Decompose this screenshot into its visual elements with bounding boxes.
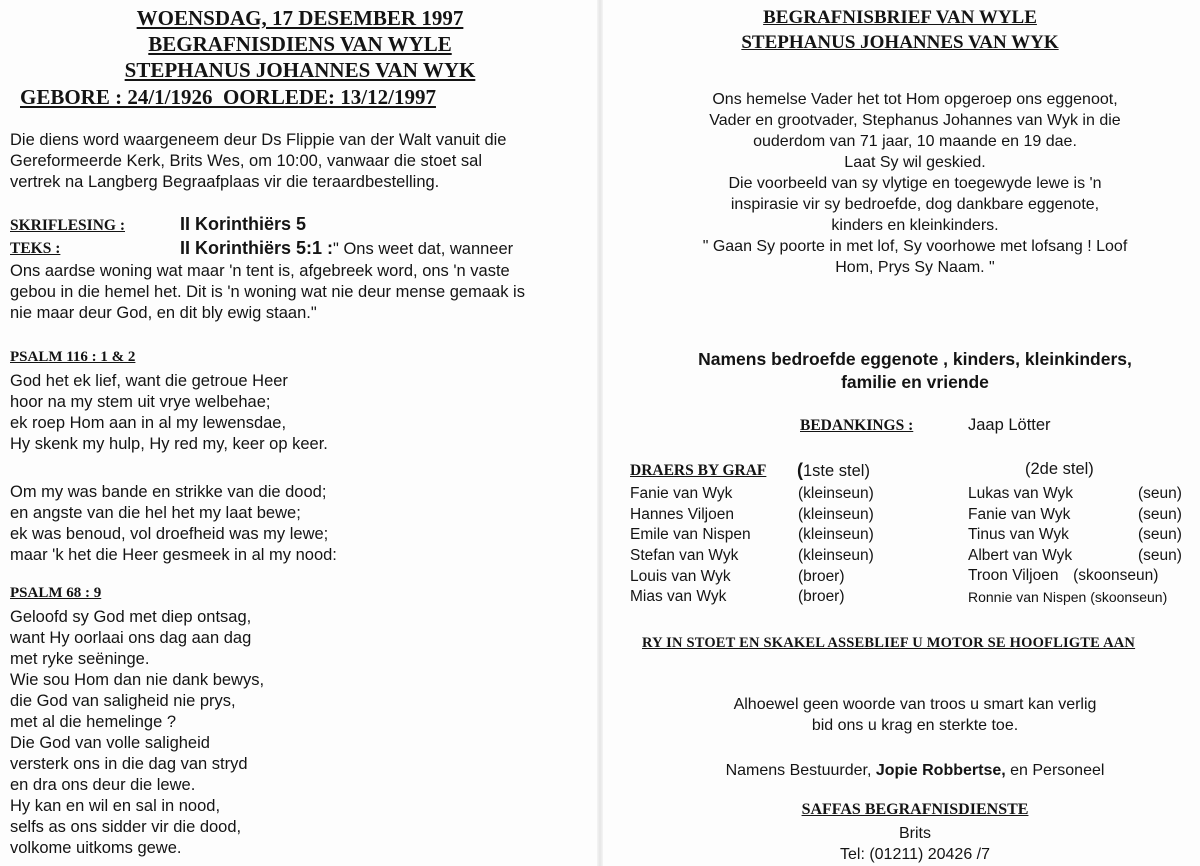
pallbearer-relation: (kleinseun) xyxy=(798,547,874,565)
psalm-68-title: PSALM 68 : 9 xyxy=(10,585,102,601)
bedankings-name: Jaap Lötter xyxy=(968,416,1051,434)
pallbearer-relation: (skoonseun) xyxy=(1073,567,1159,584)
pallbearer-relation: (broer) xyxy=(798,567,845,585)
verse-line: versterk ons in die dag van stryd xyxy=(10,755,248,773)
service-date-heading: WOENSDAG, 17 DESEMBER 1997 xyxy=(136,6,464,30)
company-phone: Tel: (01211) 20426 /7 xyxy=(839,846,991,863)
verse-line: ek roep Hom aan in al my lewensdae, xyxy=(10,414,287,432)
teks-line: nie maar deur God, en dit bly ewig staan." xyxy=(10,304,317,322)
verse-line: Wie sou Hom dan nie dank bewys, xyxy=(10,671,265,689)
verse-line: Hy skenk my hulp, Hy red my, keer op keer. xyxy=(10,435,328,453)
pallbearer-name: Hannes Viljoen xyxy=(630,505,734,523)
set-2-title: (2de stel) xyxy=(1025,460,1094,478)
verse-line: ek was benoud, vol droefheid was my lewe; xyxy=(10,525,329,543)
verse-line: met ryke seëninge. xyxy=(10,650,150,668)
pallbearer-row xyxy=(968,589,1167,605)
behalf-line: Namens bedroefde eggenote , kinders, kleinkinders, xyxy=(698,349,1132,369)
intro-line: Gereformeerde Kerk, Brits Wes, om 10:00, vanwaar die stoet sal xyxy=(10,152,482,170)
psalm-68-verse xyxy=(10,607,264,859)
pallbearer-row xyxy=(968,567,1158,585)
teks-line: Ons aardse woning wat maar 'n tent is, afgebreek word, ons 'n vaste xyxy=(10,262,510,280)
verse-line: en angste van die hel het my laat bewe; xyxy=(10,504,301,522)
tribute-text xyxy=(620,89,1200,278)
pallbearer-name: Fanie van Wyk xyxy=(968,505,1071,523)
company-name: SAFFAS BEGRAFNISDIENSTE xyxy=(801,801,1029,818)
verse-line: Die God van volle saligheid xyxy=(10,734,210,752)
headlights-notice: RY IN STOET EN SKAKEL ASSEBLIEF U MOTOR SE HOOFLIGTE AAN xyxy=(642,635,1136,651)
teks-reference: II Korinthiërs 5:1 : xyxy=(180,238,334,258)
verse-line: met al die hemelinge ? xyxy=(10,713,177,731)
verse-line: volkome uitkoms gewe. xyxy=(10,839,182,857)
pallbearer-relation: (broer) xyxy=(798,588,845,606)
pallbearers-set-1-relations xyxy=(798,484,874,608)
tribute-line: kinders en kleinkinders. xyxy=(831,217,999,234)
pallbearers-set-2-names xyxy=(968,484,1073,567)
letter-name-heading: STEPHANUS JOHANNES VAN WYK xyxy=(741,32,1059,53)
psalm-116-title: PSALM 116 : 1 & 2 xyxy=(10,349,136,365)
right-page xyxy=(600,0,1200,866)
director-line xyxy=(620,760,1200,781)
birth-death-dates-heading: GEBORE : 24/1/1926 OORLEDE: 13/12/1997 xyxy=(20,85,436,109)
pallbearer-relation: (seun) xyxy=(1138,485,1182,502)
verse-line: die God van saligheid nie prys, xyxy=(10,692,236,710)
letter-title-heading: BEGRAFNISBRIEF VAN WYLE xyxy=(763,7,1037,28)
pallbearer-name: Fanie van Wyk xyxy=(630,485,733,502)
teks-quote xyxy=(10,261,525,324)
verse-line: Om my was bande en strikke van die dood; xyxy=(10,483,327,501)
consolation-text xyxy=(620,694,1200,736)
pallbearer-relation: (kleinseun) xyxy=(798,505,874,523)
pallbearer-relation: (seun) xyxy=(1138,526,1182,544)
company-town: Brits xyxy=(899,825,931,842)
teks-quote-start: " Ons weet dat, wanneer xyxy=(333,240,514,258)
pallbearer-name: Troon Viljoen xyxy=(968,567,1059,584)
pallbearer-name: Emile van Nispen xyxy=(630,526,751,544)
teks-label: TEKS : xyxy=(10,240,61,257)
consolation-line: Alhoewel geen woorde van troos u smart kan verlig xyxy=(733,696,1097,713)
service-title-heading: BEGRAFNISDIENS VAN WYLE xyxy=(148,32,452,56)
pallbearer-relation: (seun) xyxy=(1138,505,1182,523)
pallbearer-relation: (seun) xyxy=(1138,547,1182,565)
director-prefix: Namens Bestuurder, xyxy=(725,762,872,779)
skriflesing-reference: II Korinthiërs 5 xyxy=(180,214,307,234)
psalm-116-stanza-2 xyxy=(10,482,337,566)
tribute-line: Vader en grootvader, Stephanus Johannes van Wyk in die xyxy=(709,112,1121,129)
behalf-line: familie en vriende xyxy=(841,372,989,392)
teks-line: gebou in die hemel het. Dit is 'n woning wat nie deur mense gemaak is xyxy=(10,283,525,301)
pallbearer-name: Tinus van Wyk xyxy=(968,526,1069,544)
pallbearer-name: Mias van Wyk xyxy=(630,588,727,606)
tribute-line: Die voorbeeld van sy vlytige en toegewyde lewe is 'n xyxy=(728,175,1102,192)
tribute-line: Laat Sy wil geskied. xyxy=(844,154,986,171)
director-name: Jopie Robbertse, xyxy=(875,762,1006,779)
pallbearer-name: Ronnie van Nispen xyxy=(968,589,1087,605)
pallbearer-relation: (kleinseun) xyxy=(798,485,874,502)
psalm-116-stanza-1 xyxy=(10,371,328,455)
tribute-line: Ons hemelse Vader het tot Hom opgeroep ons eggenoot, xyxy=(712,91,1118,108)
director-suffix: en Personeel xyxy=(1010,762,1105,779)
pallbearers-set-1-names xyxy=(630,484,751,608)
verse-line: hoor na my stem uit vrye welbehae; xyxy=(10,393,271,411)
pallbearers-set-2-relations xyxy=(1138,484,1182,567)
verse-line: maar 'k het die Heer gesmeek in al my nood: xyxy=(10,546,337,564)
deceased-name-heading: STEPHANUS JOHANNES VAN WYK xyxy=(124,58,476,82)
verse-line: God het ek lief, want die getroue Heer xyxy=(10,372,288,390)
pallbearer-name: Albert van Wyk xyxy=(968,547,1073,565)
service-intro xyxy=(10,130,506,193)
draers-label: DRAERS BY GRAF xyxy=(630,462,767,479)
set-1-title: (1ste stel) xyxy=(797,460,870,480)
intro-line: Die diens word waargeneem deur Ds Flippie van der Walt vanuit die xyxy=(10,131,507,149)
pallbearer-name: Lukas van Wyk xyxy=(968,485,1073,502)
verse-line: want Hy oorlaai ons dag aan dag xyxy=(10,629,252,647)
bedankings-label: BEDANKINGS : xyxy=(800,417,914,434)
pallbearer-name: Stefan van Wyk xyxy=(630,547,739,565)
verse-line: selfs as ons sidder vir die dood, xyxy=(10,818,242,836)
consolation-line: bid ons u krag en sterkte toe. xyxy=(811,717,1019,734)
tribute-line: ouderdom van 71 jaar, 10 maande en 19 dae. xyxy=(753,133,1077,150)
intro-line: vertrek na Langberg Begraafplaas vir die teraardbestelling. xyxy=(10,173,440,191)
tribute-line: inspirasie vir sy bedroefde, dog dankbare eggenote, xyxy=(730,196,1100,213)
skriflesing-label: SKRIFLESING : xyxy=(10,217,125,234)
teks-first-line xyxy=(180,238,513,259)
verse-line: en dra ons deur die lewe. xyxy=(10,776,196,794)
pallbearer-relation: (kleinseun) xyxy=(798,526,874,544)
verse-line: Geloofd sy God met diep ontsag, xyxy=(10,608,252,626)
on-behalf-of-family xyxy=(620,348,1200,394)
pallbearer-relation: (skoonseun) xyxy=(1090,589,1168,605)
pallbearer-name: Louis van Wyk xyxy=(630,567,731,585)
tribute-line: " Gaan Sy poorte in met lof, Sy voorhowe met lofsang ! Loof xyxy=(702,238,1128,255)
verse-line: Hy kan en wil en sal in nood, xyxy=(10,797,221,815)
tribute-line: Hom, Prys Sy Naam. " xyxy=(835,259,995,276)
